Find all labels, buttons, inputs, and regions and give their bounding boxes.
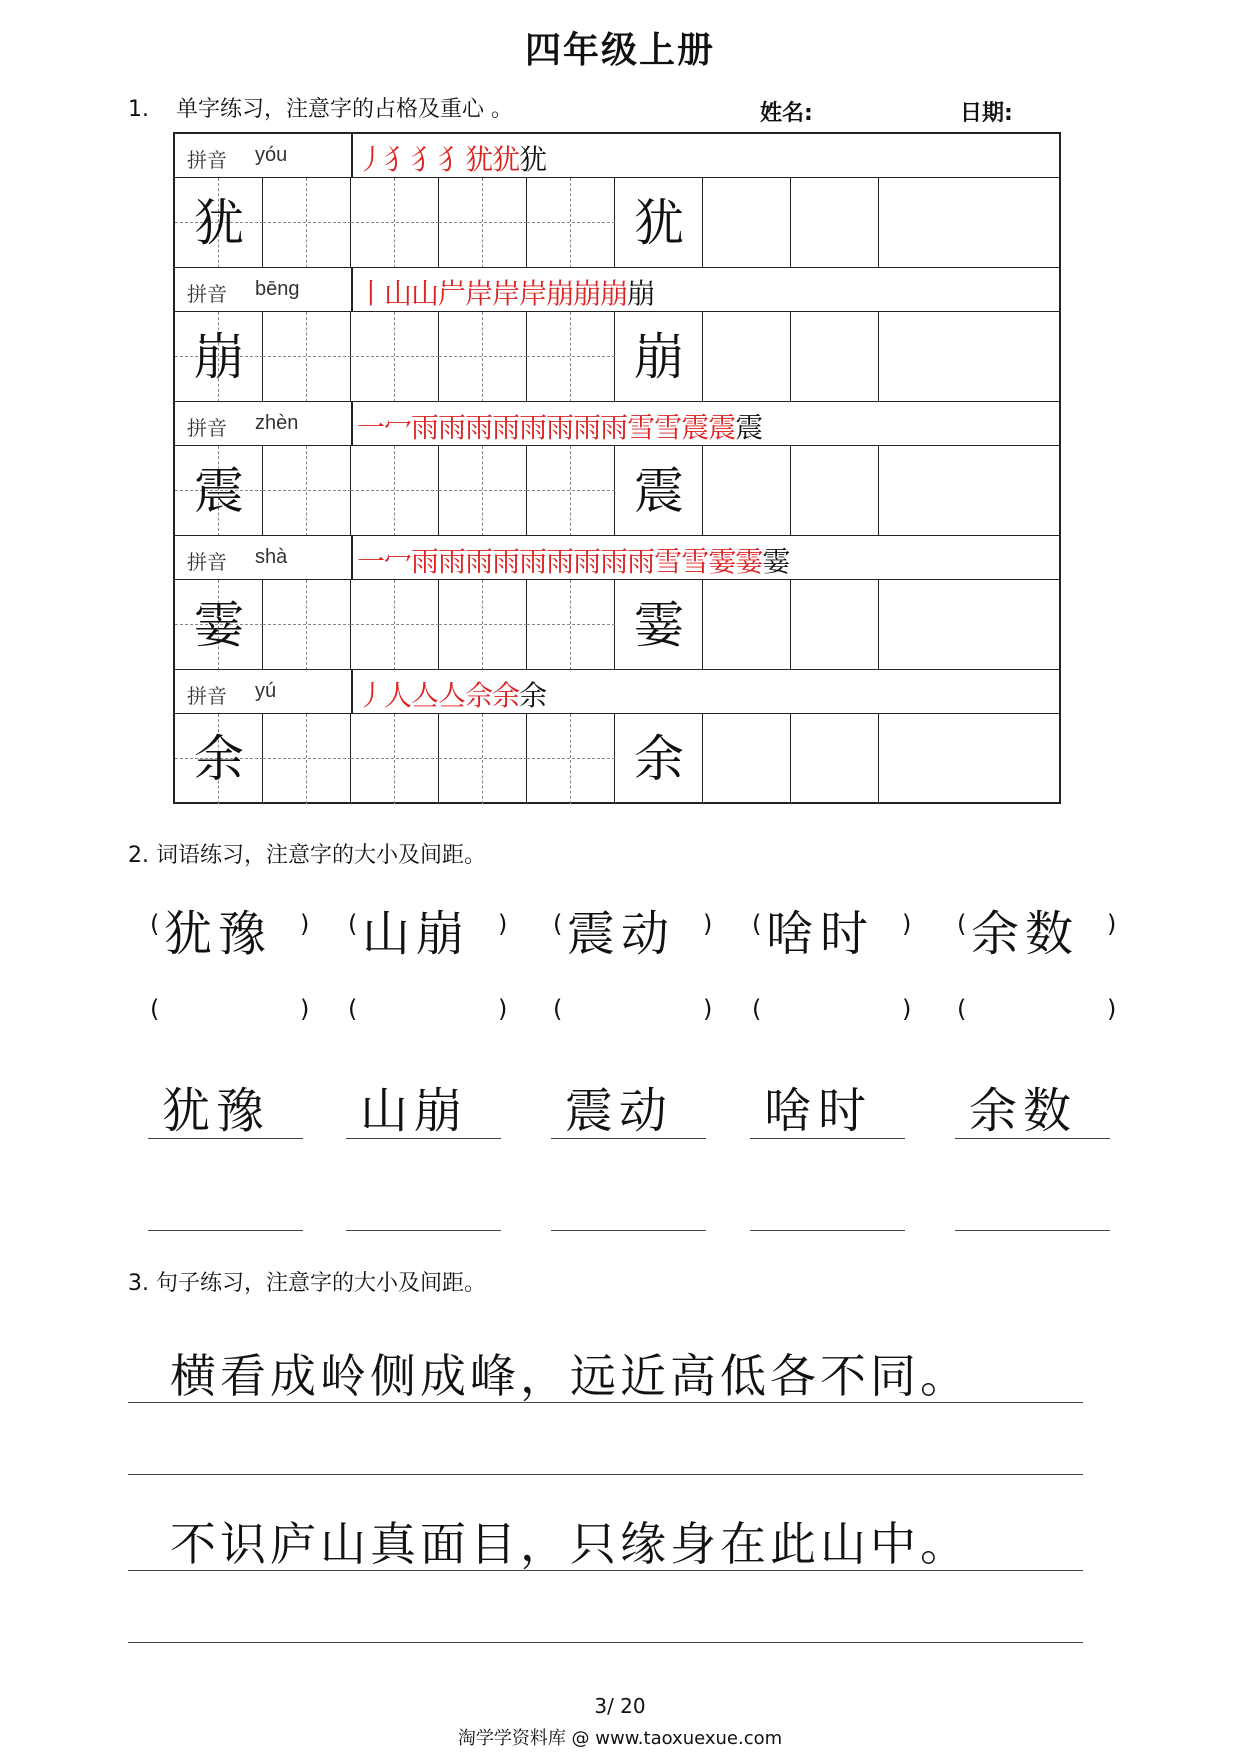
word-writing-line[interactable] — [750, 1138, 905, 1139]
stroke-step: 雨 — [411, 545, 439, 578]
stroke-step: 屵 — [438, 277, 466, 310]
writing-cell[interactable] — [703, 178, 791, 268]
stroke-step: 雪 — [654, 545, 682, 578]
writing-cell[interactable] — [527, 312, 615, 402]
stroke-step: 雨 — [411, 411, 439, 444]
stroke-order — [357, 406, 762, 446]
pinyin-label: 拼音 — [187, 282, 227, 306]
writing-cell[interactable] — [791, 312, 879, 402]
name-label: 姓名: — [760, 101, 813, 126]
example-char-cell — [175, 312, 263, 402]
writing-cell[interactable] — [439, 178, 527, 268]
paren-open: ( — [348, 995, 358, 1023]
model-character: 犹 — [194, 194, 244, 252]
writing-cell[interactable] — [527, 580, 615, 670]
writing-cell[interactable] — [439, 714, 527, 804]
practice-row — [175, 268, 1059, 402]
stroke-step: 犹 — [492, 143, 520, 176]
pinyin-label: 拼音 — [187, 684, 227, 708]
stroke-step: 岸 — [465, 277, 493, 310]
paren-close: ) — [1107, 910, 1117, 938]
pinyin-blank[interactable] — [768, 995, 898, 1027]
pinyin-label: 拼音 — [187, 550, 227, 574]
stroke-step: 雨 — [627, 545, 655, 578]
writing-cell[interactable] — [263, 580, 351, 670]
writing-cell[interactable] — [879, 312, 967, 402]
writing-cell[interactable] — [263, 178, 351, 268]
writing-cell[interactable] — [791, 446, 879, 536]
word-trace: 山崩 — [360, 1083, 469, 1139]
character-practice-grid — [173, 132, 1061, 804]
pinyin-value: yú — [255, 680, 277, 702]
writing-cell[interactable] — [791, 178, 879, 268]
writing-cell[interactable] — [703, 312, 791, 402]
paren-close: ) — [1107, 995, 1117, 1023]
pinyin-label: 拼音 — [187, 148, 227, 172]
model-character: 震 — [194, 462, 244, 520]
paren-close: ) — [902, 910, 912, 938]
writing-cell[interactable] — [703, 446, 791, 536]
pinyin-blank[interactable] — [973, 995, 1103, 1027]
writing-cell[interactable] — [791, 714, 879, 804]
pinyin-blank[interactable] — [166, 995, 296, 1027]
writing-cell[interactable] — [527, 714, 615, 804]
stroke-step: 余 — [492, 679, 520, 712]
row-header — [175, 402, 1059, 446]
example-char-cell — [175, 178, 263, 268]
sentence-writing-line[interactable] — [128, 1474, 1083, 1475]
stroke-step: 霎 — [708, 545, 736, 578]
writing-cell[interactable] — [263, 714, 351, 804]
stroke-step: 犹 — [465, 143, 493, 176]
word-trace: 啥时 — [764, 1083, 873, 1139]
writing-cell[interactable] — [703, 714, 791, 804]
sentence-writing-line[interactable] — [128, 1642, 1083, 1643]
stroke-step: 雨 — [438, 411, 466, 444]
stroke-step: 雪 — [654, 411, 682, 444]
sentence-writing-line[interactable] — [128, 1570, 1083, 1571]
writing-cell[interactable] — [351, 714, 439, 804]
word-writing-line[interactable] — [750, 1230, 905, 1231]
section1-instruction: 单字练习，注意字的占格及重心 。 — [176, 97, 513, 122]
practice-row — [175, 536, 1059, 670]
pinyin-value: bēng — [255, 278, 300, 300]
stroke-order — [357, 272, 654, 312]
stroke-step: 霎 — [735, 545, 763, 578]
stroke-step: 冖 — [384, 411, 412, 444]
writing-cell[interactable] — [351, 178, 439, 268]
row-blank-area — [967, 178, 1059, 268]
writing-cell[interactable] — [527, 178, 615, 268]
row-blank-area — [967, 714, 1059, 804]
stroke-step: 亼 — [438, 679, 466, 712]
example-char-cell — [175, 714, 263, 804]
stroke-step: 雪 — [681, 545, 709, 578]
page-number: 3/ 20 — [594, 1694, 646, 1718]
stroke-step: 崩 — [573, 277, 601, 310]
sentence-model: 横看成岭侧成峰，远近高低各不同。 — [170, 1349, 970, 1403]
stroke-step: 崩 — [546, 277, 574, 310]
stroke-step: 雨 — [546, 411, 574, 444]
pinyin-blank[interactable] — [569, 995, 699, 1027]
stroke-step: 雨 — [465, 411, 493, 444]
paren-open: ( — [553, 910, 563, 938]
sentence-writing-line[interactable] — [128, 1402, 1083, 1403]
word-writing-line[interactable] — [955, 1230, 1110, 1231]
model-character: 霎 — [634, 596, 684, 654]
word-trace: 犹豫 — [162, 1083, 271, 1139]
stroke-step: 雨 — [465, 545, 493, 578]
stroke-step: 亼 — [411, 679, 439, 712]
stroke-step: 人 — [384, 679, 412, 712]
pinyin-blank[interactable] — [364, 995, 494, 1027]
stroke-step: 崩 — [600, 277, 628, 310]
stroke-step: 霎 — [762, 545, 790, 578]
model-character: 震 — [634, 462, 684, 520]
stroke-step: 雨 — [492, 545, 520, 578]
stroke-step: 佘 — [465, 679, 493, 712]
model-character: 崩 — [634, 328, 684, 386]
word-writing-line[interactable] — [148, 1230, 303, 1231]
writing-cell[interactable] — [879, 714, 967, 804]
stroke-step: 雨 — [573, 545, 601, 578]
paren-close: ) — [703, 995, 713, 1023]
row-header — [175, 536, 1059, 580]
row-blank-area — [967, 312, 1059, 402]
writing-cell[interactable] — [439, 446, 527, 536]
stroke-step: 犭 — [411, 143, 439, 176]
paren-close: ) — [498, 910, 508, 938]
word-model: 犹豫 — [164, 906, 273, 962]
paren-open: ( — [752, 910, 762, 938]
paren-open: ( — [752, 995, 762, 1023]
stroke-step: 雨 — [600, 545, 628, 578]
paren-open: ( — [150, 910, 160, 938]
paren-close: ) — [703, 910, 713, 938]
model-character: 余 — [634, 730, 684, 788]
stroke-step: 丿 — [357, 679, 385, 712]
stroke-step: 余 — [519, 679, 547, 712]
writing-cell[interactable] — [879, 446, 967, 536]
stroke-order — [357, 138, 546, 178]
section1-number: 1. — [128, 97, 149, 122]
writing-cell[interactable] — [703, 580, 791, 670]
stroke-step: 崩 — [627, 277, 655, 310]
example-char-cell — [615, 580, 703, 670]
stroke-step: 山 — [411, 277, 439, 310]
stroke-step: 雨 — [492, 411, 520, 444]
practice-row — [175, 134, 1059, 268]
model-character: 余 — [194, 730, 244, 788]
model-character: 崩 — [194, 328, 244, 386]
stroke-step: 岸 — [519, 277, 547, 310]
stroke-step: 雨 — [519, 411, 547, 444]
paren-open: ( — [553, 995, 563, 1023]
paren-open: ( — [957, 995, 967, 1023]
word-writing-line[interactable] — [148, 1138, 303, 1139]
practice-row — [175, 670, 1059, 804]
word-writing-line[interactable] — [346, 1138, 501, 1139]
model-character: 犹 — [634, 194, 684, 252]
stroke-step: 犹 — [519, 143, 547, 176]
word-writing-line[interactable] — [551, 1230, 706, 1231]
section3-heading: 3. 句子练习，注意字的大小及间距。 — [128, 1271, 486, 1296]
writing-cell[interactable] — [263, 446, 351, 536]
stroke-order — [357, 674, 546, 714]
row-header — [175, 134, 1059, 178]
word-writing-line[interactable] — [955, 1138, 1110, 1139]
pinyin-value: zhèn — [255, 412, 299, 434]
stroke-step: 雨 — [573, 411, 601, 444]
stroke-step: 山 — [384, 277, 412, 310]
stroke-step: 雨 — [438, 545, 466, 578]
row-blank-area — [967, 580, 1059, 670]
stroke-step: 一 — [357, 545, 385, 578]
stroke-step: 雨 — [600, 411, 628, 444]
stroke-step: 岸 — [492, 277, 520, 310]
row-header — [175, 670, 1059, 714]
example-char-cell — [175, 580, 263, 670]
section1-heading — [128, 92, 513, 123]
stroke-step: 一 — [357, 411, 385, 444]
model-character: 霎 — [194, 596, 244, 654]
writing-cell[interactable] — [879, 580, 967, 670]
stroke-step: 丨 — [357, 277, 385, 310]
row-blank-area — [967, 446, 1059, 536]
paren-open: ( — [150, 995, 160, 1023]
stroke-step: 震 — [708, 411, 736, 444]
section2-heading: 2. 词语练习，注意字的大小及间距。 — [128, 843, 486, 868]
word-model: 山崩 — [362, 906, 471, 962]
writing-cell[interactable] — [879, 178, 967, 268]
paren-open: ( — [957, 910, 967, 938]
paren-close: ) — [498, 995, 508, 1023]
writing-cell[interactable] — [351, 446, 439, 536]
writing-cell[interactable] — [439, 580, 527, 670]
writing-cell[interactable] — [351, 580, 439, 670]
stroke-step: 震 — [735, 411, 763, 444]
example-char-cell — [175, 446, 263, 536]
stroke-step: 雨 — [519, 545, 547, 578]
paren-close: ) — [300, 995, 310, 1023]
example-char-cell — [615, 178, 703, 268]
date-label: 日期: — [960, 101, 1013, 126]
writing-cell[interactable] — [439, 312, 527, 402]
stroke-step: 丿 — [357, 143, 385, 176]
word-trace: 震动 — [565, 1083, 674, 1139]
page-title: 四年级上册 — [524, 30, 715, 71]
paren-close: ) — [300, 910, 310, 938]
paren-close: ) — [902, 995, 912, 1023]
writing-cell[interactable] — [527, 446, 615, 536]
stroke-step: 冖 — [384, 545, 412, 578]
example-char-cell — [615, 312, 703, 402]
paren-open: ( — [348, 910, 358, 938]
example-char-cell — [615, 714, 703, 804]
writing-cell[interactable] — [351, 312, 439, 402]
stroke-step: 雨 — [546, 545, 574, 578]
stroke-step: 犭 — [384, 143, 412, 176]
word-model: 余数 — [971, 906, 1080, 962]
stroke-step: 震 — [681, 411, 709, 444]
footer-watermark: 淘学学资料库 @ www.taoxuexue.com — [457, 1728, 783, 1749]
stroke-step: 雪 — [627, 411, 655, 444]
writing-cell[interactable] — [791, 580, 879, 670]
word-model: 啥时 — [766, 906, 875, 962]
pinyin-label: 拼音 — [187, 416, 227, 440]
stroke-step: 犭 — [438, 143, 466, 176]
writing-cell[interactable] — [263, 312, 351, 402]
practice-row — [175, 402, 1059, 536]
word-trace: 余数 — [969, 1083, 1078, 1139]
row-header — [175, 268, 1059, 312]
word-writing-line[interactable] — [551, 1138, 706, 1139]
pinyin-value: shà — [255, 546, 288, 568]
word-writing-line[interactable] — [346, 1230, 501, 1231]
sentence-model: 不识庐山真面目，只缘身在此山中。 — [170, 1517, 970, 1571]
word-model: 震动 — [567, 906, 676, 962]
example-char-cell — [615, 446, 703, 536]
pinyin-value: yóu — [255, 144, 288, 166]
stroke-order — [357, 540, 789, 580]
